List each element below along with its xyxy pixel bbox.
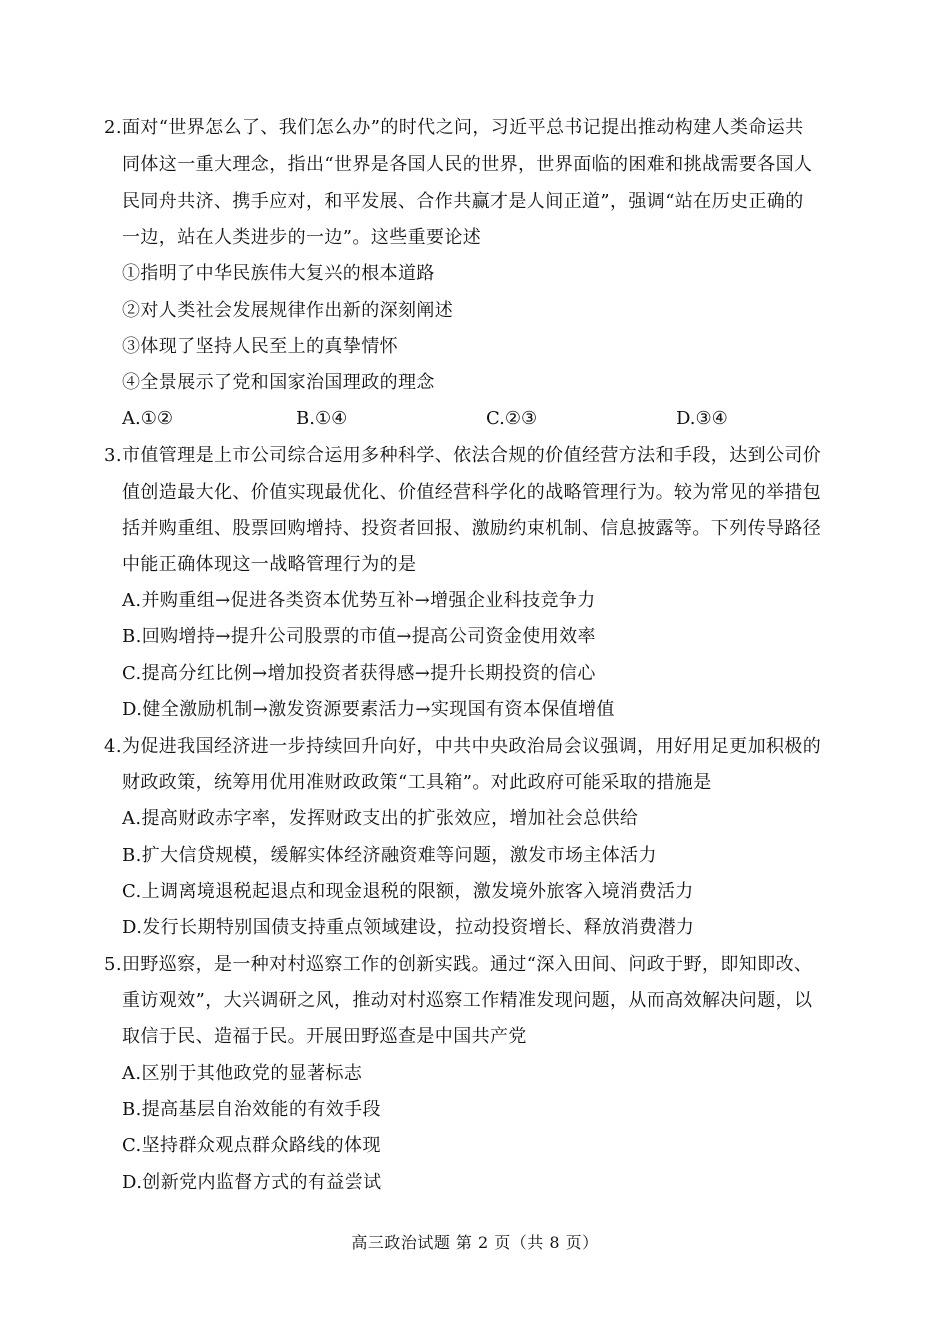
- question-4-stem-line: 财政政策，统筹用优用准财政政策“工具箱”。对此政府可能采取的措施是: [122, 772, 712, 793]
- page-footer: 高三政治试题 第 2 页（共 8 页）: [351, 1233, 599, 1252]
- question-5-option-d[interactable]: D.创新党内监督方式的有益尝试: [122, 1172, 382, 1193]
- question-3-option-d[interactable]: D.健全激励机制→激发资源要素活力→实现国有资本保值增值: [122, 699, 615, 720]
- question-3-option-b[interactable]: B.回购增持→提升公司股票的市值→提高公司资金使用效率: [122, 626, 596, 647]
- question-3-option-c[interactable]: C.提高分红比例→增加投资者获得感→提升长期投资的信心: [122, 663, 596, 684]
- question-2-stem-line: 一边，站在人类进步的一边”。这些重要论述: [122, 227, 482, 248]
- question-5-stem-line: 重访观效”，大兴调研之风，推动对村巡察工作精准发现问题，从而高效解决问题，以: [122, 990, 813, 1011]
- question-4-option-a[interactable]: A.提高财政赤字率，发挥财政支出的扩张效应，增加社会总供给: [122, 808, 639, 829]
- question-2-statement-2: ②对人类社会发展规律作出新的深刻阐述: [122, 300, 454, 321]
- question-2-option-b[interactable]: B.①④: [296, 408, 348, 429]
- question-4-option-c[interactable]: C.上调离境退税起退点和现金退税的限额，激发境外旅客入境消费活力: [122, 881, 694, 902]
- question-2-stem-line: 2.面对“世界怎么了、我们怎么办”的时代之问，习近平总书记提出推动构建人类命运共: [104, 117, 804, 138]
- question-3-stem-line: 值创造最大化、价值实现最优化、价值经营科学化的战略管理行为。较为常见的举措包: [122, 482, 822, 503]
- question-5-option-a[interactable]: A.区别于其他政党的显著标志: [122, 1063, 363, 1084]
- question-2-option-a[interactable]: A.①②: [122, 408, 173, 429]
- question-5-option-b[interactable]: B.提高基层自治效能的有效手段: [122, 1099, 381, 1120]
- question-3-stem-line: 3.市值管理是上市公司综合运用多种科学、依法合规的价值经营方法和手段，达到公司价: [104, 445, 822, 466]
- question-4-stem-line: 4.为促进我国经济进一步持续回升向好，中共中央政治局会议强调，用好用足更加积极的: [104, 736, 822, 757]
- question-3-option-a[interactable]: A.并购重组→促进各类资本优势互补→增强企业科技竞争力: [122, 590, 596, 611]
- question-2-option-c[interactable]: C.②③: [486, 408, 538, 429]
- question-5-stem-line: 5.田野巡察，是一种对村巡察工作的创新实践。通过“深入田间、问政于野，即知即改、: [104, 954, 813, 975]
- question-5-stem-line: 取信于民、造福于民。开展田野巡查是中国共产党: [122, 1026, 527, 1047]
- question-3-stem-line: 中能正确体现这一战略管理行为的是: [122, 554, 417, 575]
- question-5-option-c[interactable]: C.坚持群众观点群众路线的体现: [122, 1135, 381, 1156]
- question-2-statement-4: ④全景展示了党和国家治国理政的理念: [122, 372, 435, 393]
- question-2-option-d[interactable]: D.③④: [676, 408, 728, 429]
- question-2-statement-3: ③体现了坚持人民至上的真挚情怀: [122, 336, 398, 357]
- question-4-option-d[interactable]: D.发行长期特别国债支持重点领域建设，拉动投资增长、释放消费潜力: [122, 917, 695, 938]
- question-3-stem-line: 括并购重组、股票回购增持、投资者回报、激励约束机制、信息披露等。下列传导路径: [122, 518, 822, 539]
- question-4-option-b[interactable]: B.扩大信贷规模，缓解实体经济融资难等问题，激发市场主体活力: [122, 845, 657, 866]
- question-2-statement-1: ①指明了中华民族伟大复兴的根本道路: [122, 263, 435, 284]
- question-2-stem-line: 民同舟共济、携手应对，和平发展、合作共赢才是人间正道”，强调“站在历史正确的: [122, 191, 804, 212]
- question-2-stem-line: 同体这一重大理念，指出“世界是各国人民的世界，世界面临的困难和挑战需要各国人: [122, 154, 813, 175]
